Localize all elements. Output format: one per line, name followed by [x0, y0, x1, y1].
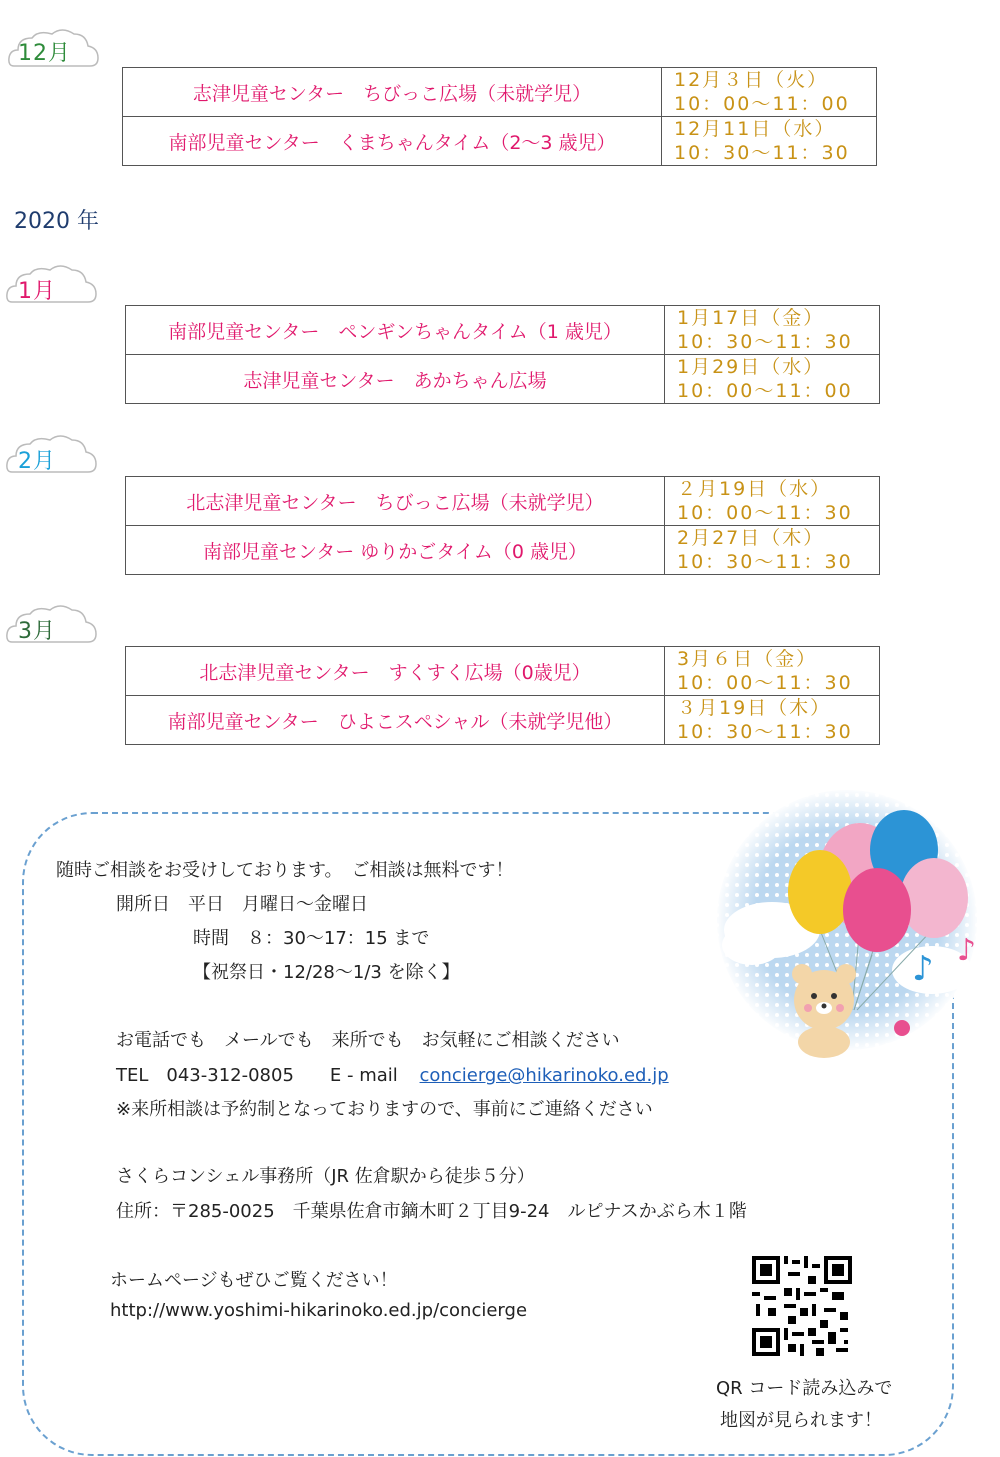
month-cloud-feb: [4, 432, 100, 478]
office-name: さくらコンシェル事務所（JR 佐倉駅から徒歩５分）: [116, 1166, 535, 1187]
qr-caption-line1: QR コード読み込みで: [716, 1378, 893, 1399]
event-datetime: [665, 526, 880, 575]
event-time: 10：30〜11：30: [674, 142, 850, 164]
table-row: [126, 306, 880, 355]
event-time: 10：00〜11：00: [677, 380, 853, 402]
event-date: ２月19日（水）: [677, 478, 832, 500]
event-date: 12月11日（水）: [674, 118, 836, 140]
event-name: 南部児童センター くまちゃんタイム（2〜3 歳児）: [123, 117, 662, 166]
event-name: 北志津児童センター すくすく広場（0歳児）: [126, 647, 665, 696]
table-row: [126, 526, 880, 575]
event-name: 北志津児童センター ちびっこ広場（未就学児）: [126, 477, 665, 526]
open-days: 開所日 平日 月曜日〜金曜日: [116, 894, 368, 915]
event-datetime: [665, 355, 880, 404]
office-address: 住所：〒285-0025 千葉県佐倉市鏑木町２丁目9-24 ルピナスかぶら木１階: [116, 1201, 747, 1222]
event-datetime: [662, 117, 877, 166]
svg-text:♪: ♪: [957, 933, 977, 968]
event-datetime: [665, 696, 880, 745]
table-row: [123, 117, 877, 166]
balloons-icon: [712, 780, 982, 1060]
event-datetime: [665, 477, 880, 526]
table-row: [126, 647, 880, 696]
schedule-table-jan: [125, 305, 880, 404]
event-time: 10：30〜11：30: [677, 551, 853, 573]
tel-email-label: TEL 043-312-0805 E - mail: [116, 1065, 398, 1086]
balloon-bear-illustration: [712, 780, 982, 1060]
event-time: 10：00〜11：30: [677, 672, 853, 694]
event-name: 南部児童センター ゆりかごタイム（0 歳児）: [126, 526, 665, 575]
event-time: 10：00〜11：30: [677, 502, 853, 524]
event-date: ３月19日（木）: [677, 697, 832, 719]
month-label: 2月: [18, 449, 56, 474]
contact-line: [116, 1061, 669, 1087]
event-date: 1月29日（水）: [677, 356, 825, 378]
event-name: 志津児童センター ちびっこ広場（未就学児）: [123, 68, 662, 117]
event-name: 志津児童センター あかちゃん広場: [126, 355, 665, 404]
contact-invitation: お電話でも メールでも 来所でも お気軽にご相談ください: [116, 1030, 620, 1051]
event-datetime: [665, 306, 880, 355]
year-heading: 2020 年: [14, 209, 99, 234]
event-date: 2月27日（木）: [677, 527, 825, 549]
reservation-note: ※来所相談は予約制となっておりますので、事前にご連絡ください: [116, 1099, 653, 1120]
event-datetime: [665, 647, 880, 696]
table-row: [126, 355, 880, 404]
table-row: [126, 477, 880, 526]
table-row: [123, 68, 877, 117]
event-time: 10：30〜11：30: [677, 331, 853, 353]
open-hours: 時間 ８：30〜17：15 まで: [193, 928, 430, 949]
event-time: 10：00〜11：00: [674, 93, 850, 115]
holiday-note: 【祝祭日・12/28〜1/3 を除く】: [193, 962, 460, 983]
event-date: 1月17日（金）: [677, 307, 825, 329]
event-date: 12月３日（火）: [674, 69, 829, 91]
homepage-url[interactable]: http://www.yoshimi-hikarinoko.ed.jp/concierge: [110, 1300, 528, 1321]
event-time: 10：30〜11：30: [677, 721, 853, 743]
month-cloud-dec: [6, 26, 102, 72]
schedule-table-feb: [125, 476, 880, 575]
svg-text:♪: ♪: [912, 949, 934, 989]
table-row: [126, 696, 880, 745]
schedule-table-dec: [122, 67, 877, 166]
event-datetime: [662, 68, 877, 117]
month-label: 1月: [18, 279, 56, 304]
consultation-intro: 随時ご相談をお受けしております。 ご相談は無料です！: [56, 860, 514, 881]
event-name: 南部児童センター ペンギンちゃんタイム（1 歳児）: [126, 306, 665, 355]
month-cloud-jan: [4, 262, 100, 308]
qr-caption-line2: 地図が見られます！: [720, 1410, 882, 1431]
homepage-label: ホームページもぜひご覧ください！: [110, 1270, 398, 1291]
event-name: 南部児童センター ひよこスペシャル（未就学児他）: [126, 696, 665, 745]
email-link[interactable]: concierge@hikarinoko.ed.jp: [419, 1065, 669, 1086]
month-label: 12月: [18, 41, 71, 66]
month-label: 3月: [18, 619, 56, 644]
event-date: 3月６日（金）: [677, 648, 818, 670]
schedule-table-mar: [125, 646, 880, 745]
month-cloud-mar: [4, 602, 100, 648]
qr-code-icon: [752, 1256, 852, 1356]
